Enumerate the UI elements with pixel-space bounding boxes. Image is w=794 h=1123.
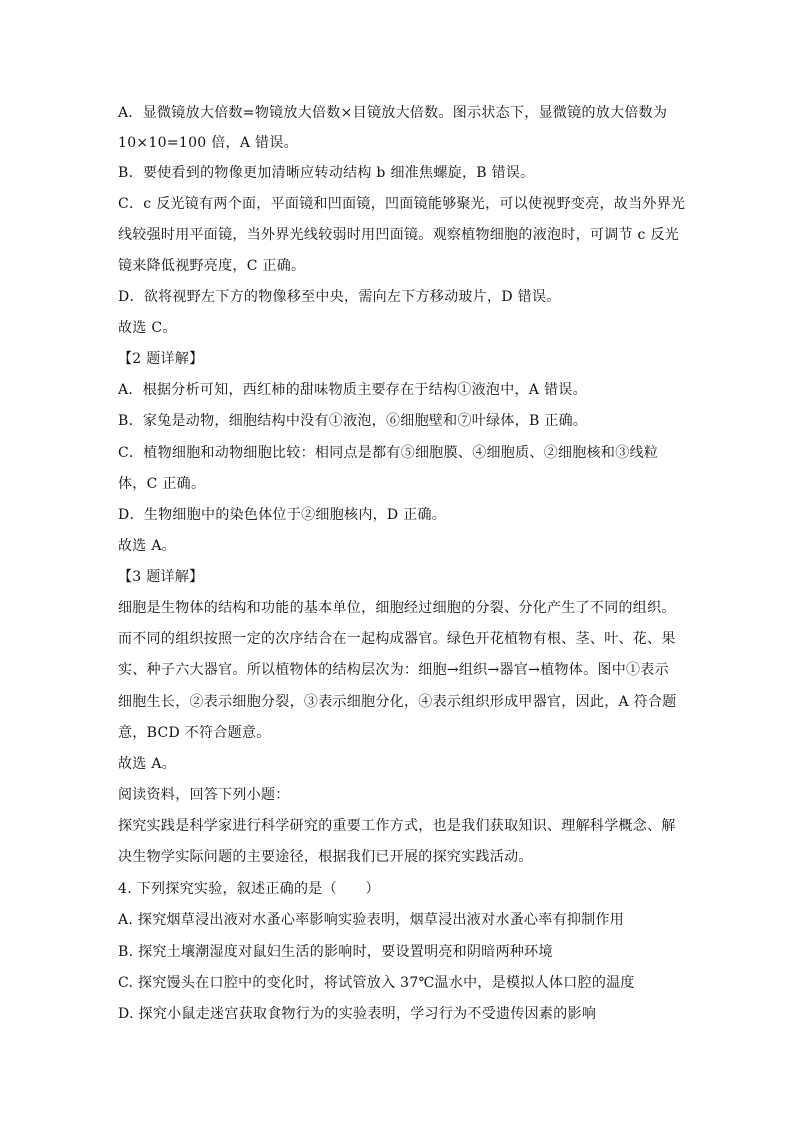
option-a: A. 探究烟草浸出液对水蚤心率影响实验表明，烟草浸出液对水蚤心率有抑制作用 [118, 912, 625, 928]
text-line: D．生物细胞中的染色体位于②细胞核内，D 正确。 [118, 507, 447, 523]
text-line: 10×10=100 倍，A 错误。 [118, 135, 298, 151]
text-line: 决生物学实际问题的主要途径，根据我们已开展的探究实践活动。 [118, 849, 533, 865]
text-line: 体，C 正确。 [118, 476, 206, 492]
section-heading: 【3 题详解】 [118, 569, 204, 585]
question-stem: 4. 下列探究实验，叙述正确的是（ ） [118, 881, 380, 897]
text-line: C．c 反光镜有两个面，平面镜和凹面镜，凹面镜能够聚光，可以使视野变亮，故当外界光 [118, 196, 686, 212]
text-line: 探究实践是科学家进行科学研究的重要工作方式，也是我们获取知识、理解科学概念、解 [118, 818, 676, 834]
option-d: D. 探究小鼠走迷宫获取食物行为的实验表明，学习行为不受遗传因素的影响 [118, 1006, 597, 1022]
text-line: B．要使看到的物像更加清晰应转动结构 b 细准焦螺旋，B 错误。 [118, 165, 535, 181]
text-line: 细胞是生物体的结构和功能的基本单位，细胞经过细胞的分裂、分化产生了不同的组织。 [118, 600, 676, 616]
text-line: 故选 C。 [118, 320, 177, 336]
text-line: A．显微镜放大倍数=物镜放大倍数×目镜放大倍数。图示状态下，显微镜的放大倍数为 [118, 105, 668, 121]
text-line: 实、种子六大器官。所以植物体的结构层次为：细胞→组织→器官→植物体。图中①表示 [118, 662, 669, 678]
text-line: 而不同的组织按照一定的次序结合在一起构成器官。绿色开花植物有根、茎、叶、花、果 [118, 631, 676, 647]
text-line: 故选 A。 [118, 538, 177, 554]
option-c: C. 探究馒头在口腔中的变化时，将试管放入 37℃温水中，是模拟人体口腔的温度 [118, 975, 635, 991]
text-line: 阅读资料，回答下列小题： [118, 787, 290, 803]
text-line: D．欲将视野左下方的物像移至中央，需向左下方移动玻片，D 错误。 [118, 289, 561, 305]
text-line: 意，BCD 不符合题意。 [118, 725, 271, 741]
text-line: 故选 A。 [118, 756, 177, 772]
text-line: C．植物细胞和动物细胞比较：相同点是都有⑤细胞膜、④细胞质、②细胞核和③线粒 [118, 445, 659, 461]
text-line: 线较强时用平面镜，当外界光线较弱时用凹面镜。观察植物细胞的液泡时，可调节 c 反光 [118, 227, 680, 243]
option-b: B. 探究土壤潮湿度对鼠妇生活的影响时，要设置明亮和阴暗两种环境 [118, 944, 553, 960]
section-heading: 【2 题详解】 [118, 351, 204, 367]
text-line: 镜来降低视野亮度，C 正确。 [118, 258, 306, 274]
text-line: B．家兔是动物，细胞结构中没有①液泡，⑥细胞壁和⑦叶绿体，B 正确。 [118, 413, 588, 429]
text-line: A．根据分析可知，西红柿的甜味物质主要存在于结构①液泡中，A 错误。 [118, 382, 587, 398]
text-line: 细胞生长，②表示细胞分裂，③表示细胞分化，④表示组织形成甲器官，因此，A 符合题 [118, 694, 677, 710]
